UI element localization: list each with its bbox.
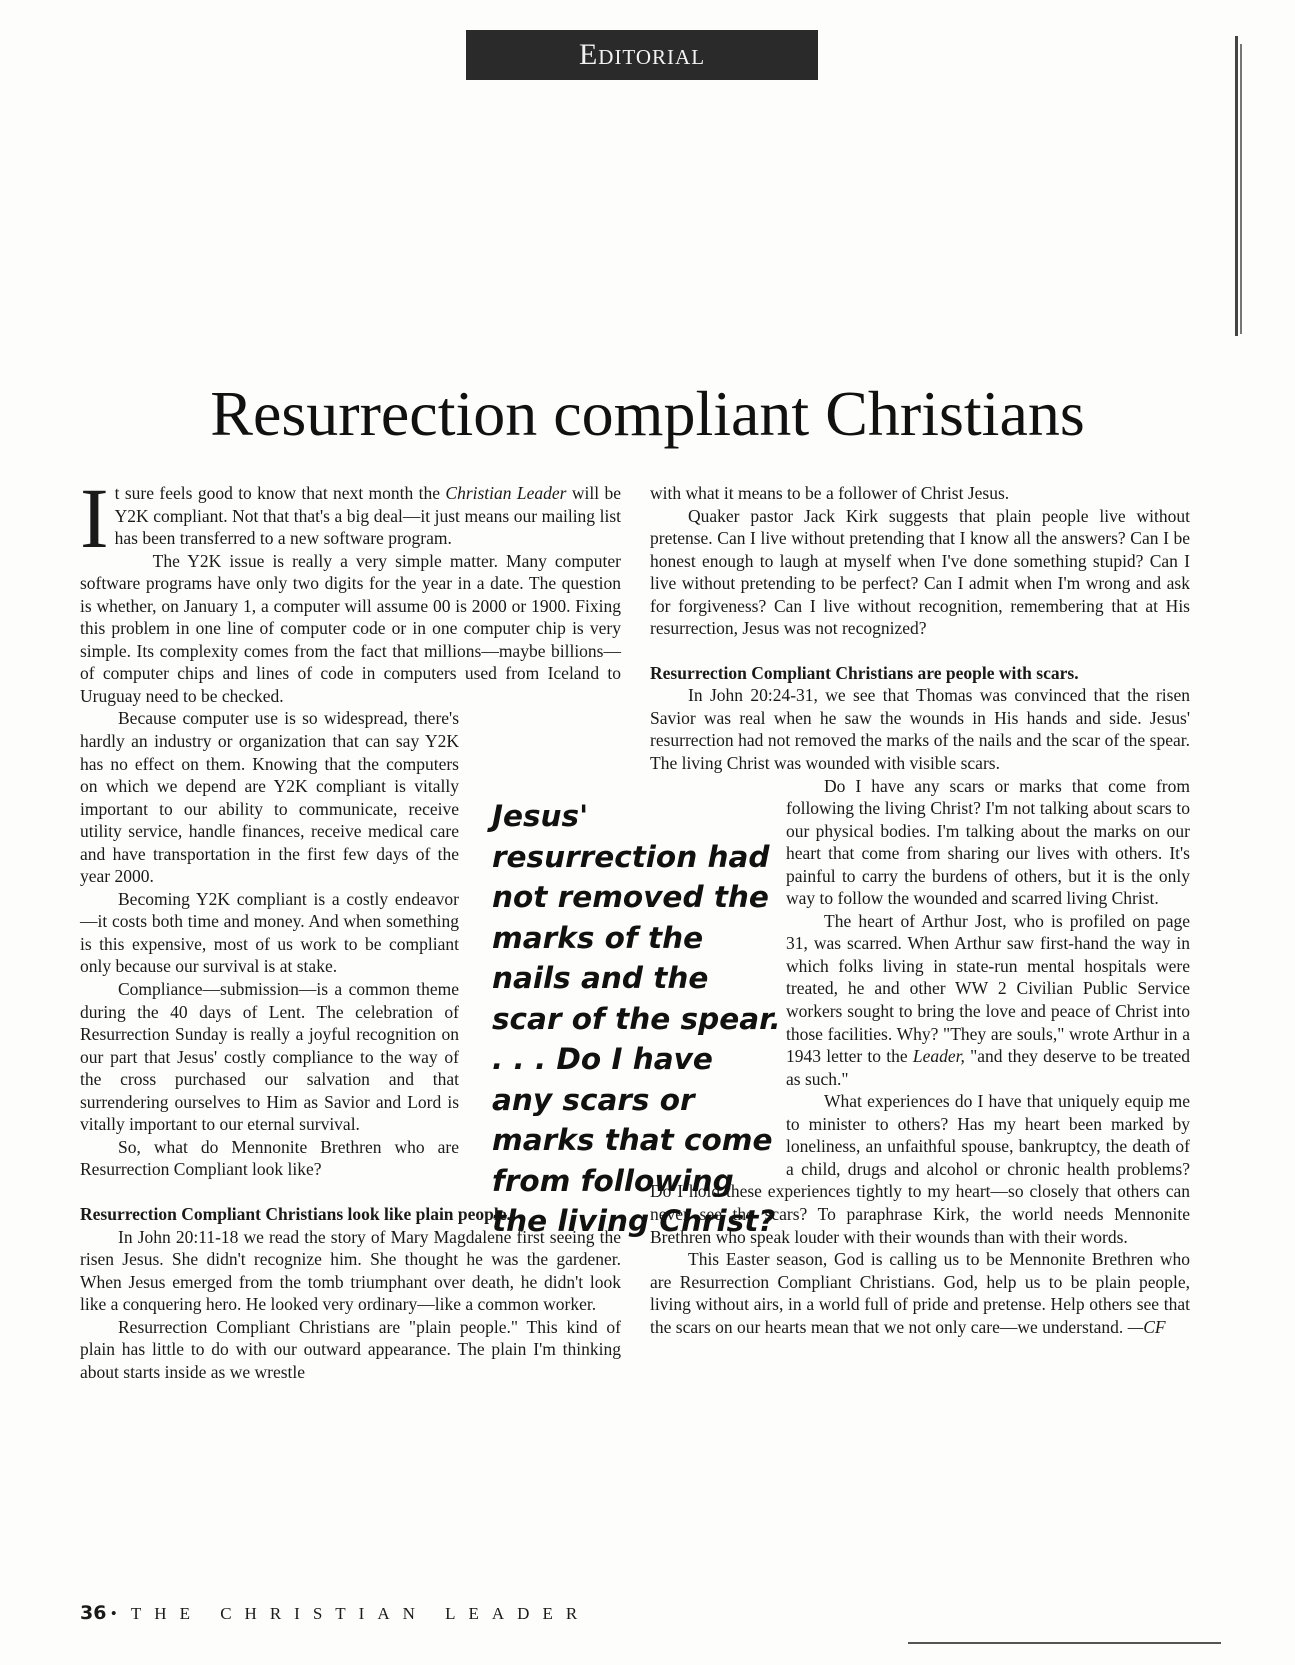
page-number: 36 xyxy=(80,1602,107,1624)
pull-quote: Jesus' resurrection had not removed the marks of the nails and the scar of the spear. . . . Do I have any scars or marks that come from following the living Christ? xyxy=(492,799,781,1238)
paragraph: Do I have any scars or marks that come from following the living Christ? I'm not talking about scars to our physical bodies. I'm talking about the marks on our heart that come from sharing our lives with others. It's painful to carry the burdens of others, but it is the only way to follow the wounded and scarred living Christ. xyxy=(786,775,1190,909)
paragraph: Quaker pastor Jack Kirk suggests that plain people live without pretense. Can I live without pretending that I know all the answers? Can I be honest enough to laugh at myself when I've done something stupid? Can I live without pretending to be perfect? Can I admit when I'm wrong and ask for forgiveness? Can I live without recognition, remembering that at His resurrection, Jesus was not recognized? xyxy=(650,505,1190,639)
paragraph: Compliance—submission—is a common theme during the 40 days of Lent. The celebration of Resurrection Sunday is really a joyful recognition on our part that Jesus' costly compliance to the way of the cross purchased our salvation and that surrendering ourselves to Him as Savior and Lord is vitally important to our eternal survival. xyxy=(80,979,459,1135)
paragraph: Becoming Y2K compliant is a costly endeavor—it costs both time and money. And when something is this expensive, most of us work to be compliant only because our survival is at stake. xyxy=(80,888,459,977)
paragraph: So, what do Mennonite Brethren who are Resurrection Compliant look like? xyxy=(80,1136,459,1180)
publication-name: Christian Leader xyxy=(445,483,567,503)
page-edge-line-inner xyxy=(1240,44,1242,334)
paragraph: In John 20:24-31, we see that Thomas was convinced that the risen Savior was real when he saw the wounds in His hands and side. Jesus' resurrection had not removed the marks of the nails and the scar of the spear. The living Christ was wounded with visible scars. xyxy=(650,685,1190,774)
section-banner xyxy=(466,30,818,80)
paragraph: with what it means to be a follower of Christ Jesus. xyxy=(650,483,1010,503)
paragraph: In John 20:11-18 we read the story of Mary Magdalene first seeing the risen Jesus. She didn't recognize him. She thought he was the gardener. When Jesus emerged from the tomb triumphant over death, he didn't look like a conquering hero. He looked very ordinary—like a common worker. xyxy=(80,1226,621,1315)
drop-cap: I xyxy=(80,470,109,566)
paragraph: Resurrection Compliant Christians are "plain people." This kind of plain has little to do with our outward appearance. The plain I'm thinking about starts inside as we wrestle xyxy=(80,1316,621,1382)
section-label: Editorial xyxy=(578,38,706,71)
subheading: Resurrection Compliant Christians look like plain people. xyxy=(80,1203,511,1224)
publication-name: Leader, xyxy=(912,1046,965,1067)
subheading: Resurrection Compliant Christians are people with scars. xyxy=(650,662,1079,683)
lead-paragraph: It sure feels good to know that next month the Christian Leader will be Y2K compliant. Not that that's a big deal—it just means our mailing list has been transferred to a new software program. xyxy=(80,470,621,566)
author-signature: —CF xyxy=(1127,1316,1166,1337)
page-edge-line xyxy=(1235,36,1238,336)
magazine-name: THE CHRISTIAN LEADER xyxy=(130,1604,591,1623)
paragraph: What experiences do I have that uniquely equip me to minister to others? Has my heart been marked by loneliness, an unfaithful spouse, bankruptcy, the death of a child, drugs and alcohol or chronic health problems? Do I hold these experiences tightly to my heart—so closely that others can never see the scars? To paraphrase Kirk, the world needs Mennonite Brethren who speak louder with their wounds than with their words. xyxy=(650,1091,1190,1247)
paragraph: This Easter season, God is calling us to be Mennonite Brethren who are Resurrection Compliant Christians. God, help us to be plain people, living without airs, in a world full of pride and pretense. Help others see that the scars on our hearts mean that we not only care—we understand. —CF xyxy=(650,1249,1190,1337)
article-title: Resurrection compliant Christians xyxy=(210,378,1085,449)
paragraph: Because computer use is so widespread, there's hardly an industry or organization that can say Y2K has no effect on them. Knowing that the computers on which we depend are Y2K compliant is vitally important to our ability to communicate, receive utility service, handle finances, receive medical care and have transportation in the first few days of the year 2000. xyxy=(80,708,459,887)
bottom-rule xyxy=(908,1642,1221,1644)
page-footer xyxy=(80,1602,590,1624)
paragraph: The Y2K issue is really a very simple matter. Many computer software programs have only two digits for the year in a date. The question is whether, on January 1, a computer will assume 00 is 2000 or 1900. Fixing this problem in one line of computer code or in one computer chip is very simple. Its complexity comes from the fact that millions—maybe billions—of computer chips and lines of code in computers used from Iceland to Uruguay need to be checked. xyxy=(80,550,621,706)
footer-bullet: • xyxy=(110,1604,117,1623)
paragraph: The heart of Arthur Jost, who is profiled on page 31, was scarred. When Arthur saw first-hand the way in which folks living in state-run mental hospitals were treated, he and other WW 2 Civilian Public Service workers sought to bring the love and peace of Christ into those facilities. Why? "They are souls," wrote Arthur in a 1943 letter to the Leader, "and they deserve to be treated as such." xyxy=(786,910,1190,1089)
